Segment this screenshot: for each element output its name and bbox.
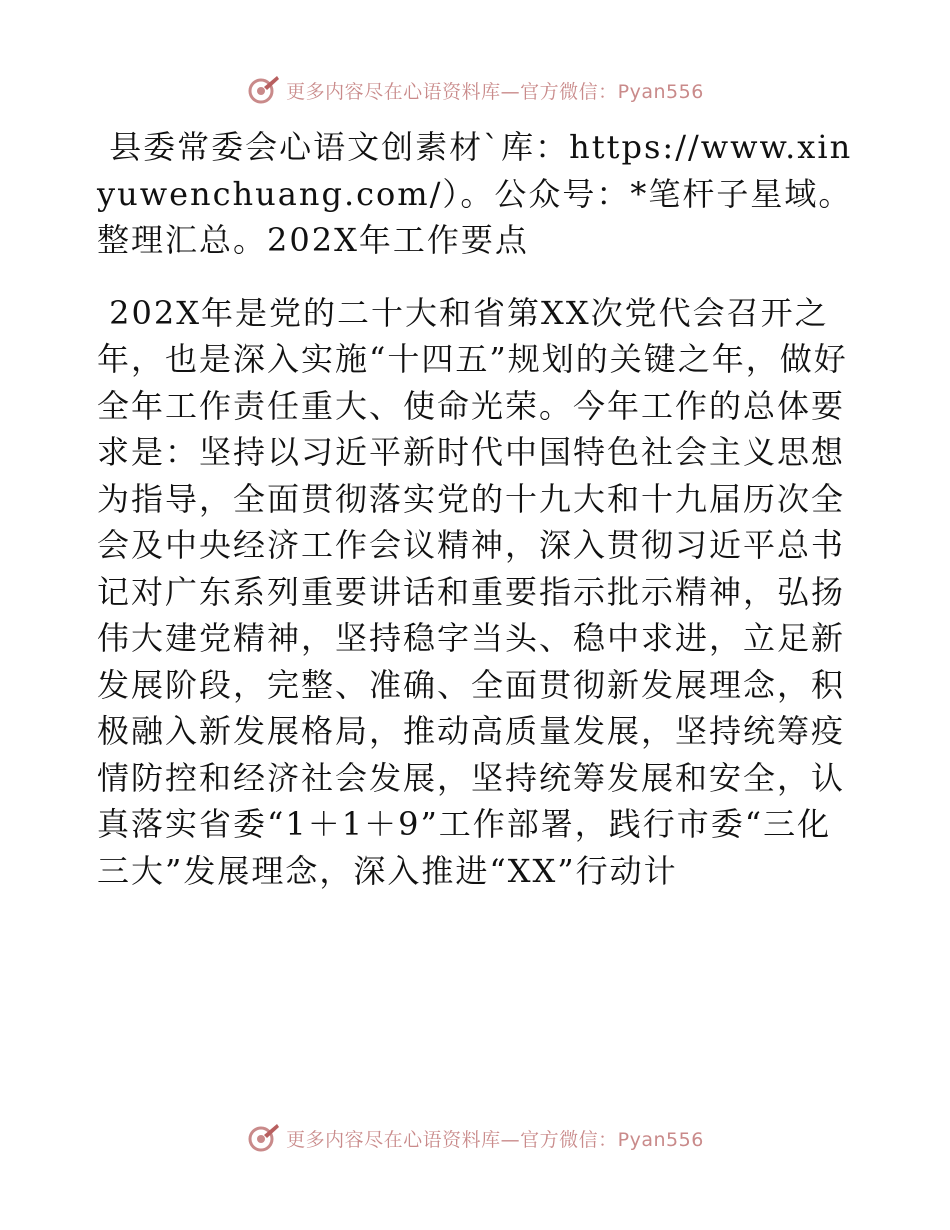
header-watermark	[0, 70, 950, 110]
pen-seal-logo-icon	[246, 73, 280, 107]
pen-seal-logo-icon	[246, 1121, 280, 1155]
watermark-text: 更多内容尽在心语资料库—官方微信：Pyan556	[286, 80, 704, 103]
document-body	[97, 124, 853, 894]
watermark-text: 更多内容尽在心语资料库—官方微信：Pyan556	[286, 1128, 704, 1151]
title-paragraph: 县委常委会心语文创素材`库：https://www.xinyuwenchuang.com/）。公众号：*笔杆子星域。整理汇总。202X年工作要点	[97, 128, 853, 259]
body-paragraph: 202X年是党的二十大和省第XX次党代会召开之年，也是深入实施“十四五”规划的关键之年，做好全年工作责任重大、使命光荣。今年工作的总体要求是：坚持以习近平新时代中国特色社会主义思想为指导，全面贯彻落实党的十九大和十九届历次全会及中央经济工作会议精神，深入贯彻习近平总书记对广东系列重要讲话和重要指示批示精神，弘扬伟大建党精神，坚持稳字当头、稳中求进，立足新发展阶段，完整、准确、全面贯彻新发展理念，积极融入新发展格局，推动高质量发展，坚持统筹疫情防控和经济社会发展，坚持统筹发展和安全，认真落实省委“1＋1＋9”工作部署，践行市委“三化三大”发展理念，深入推进“XX”行动计	[97, 293, 848, 890]
footer-watermark	[0, 1118, 950, 1158]
